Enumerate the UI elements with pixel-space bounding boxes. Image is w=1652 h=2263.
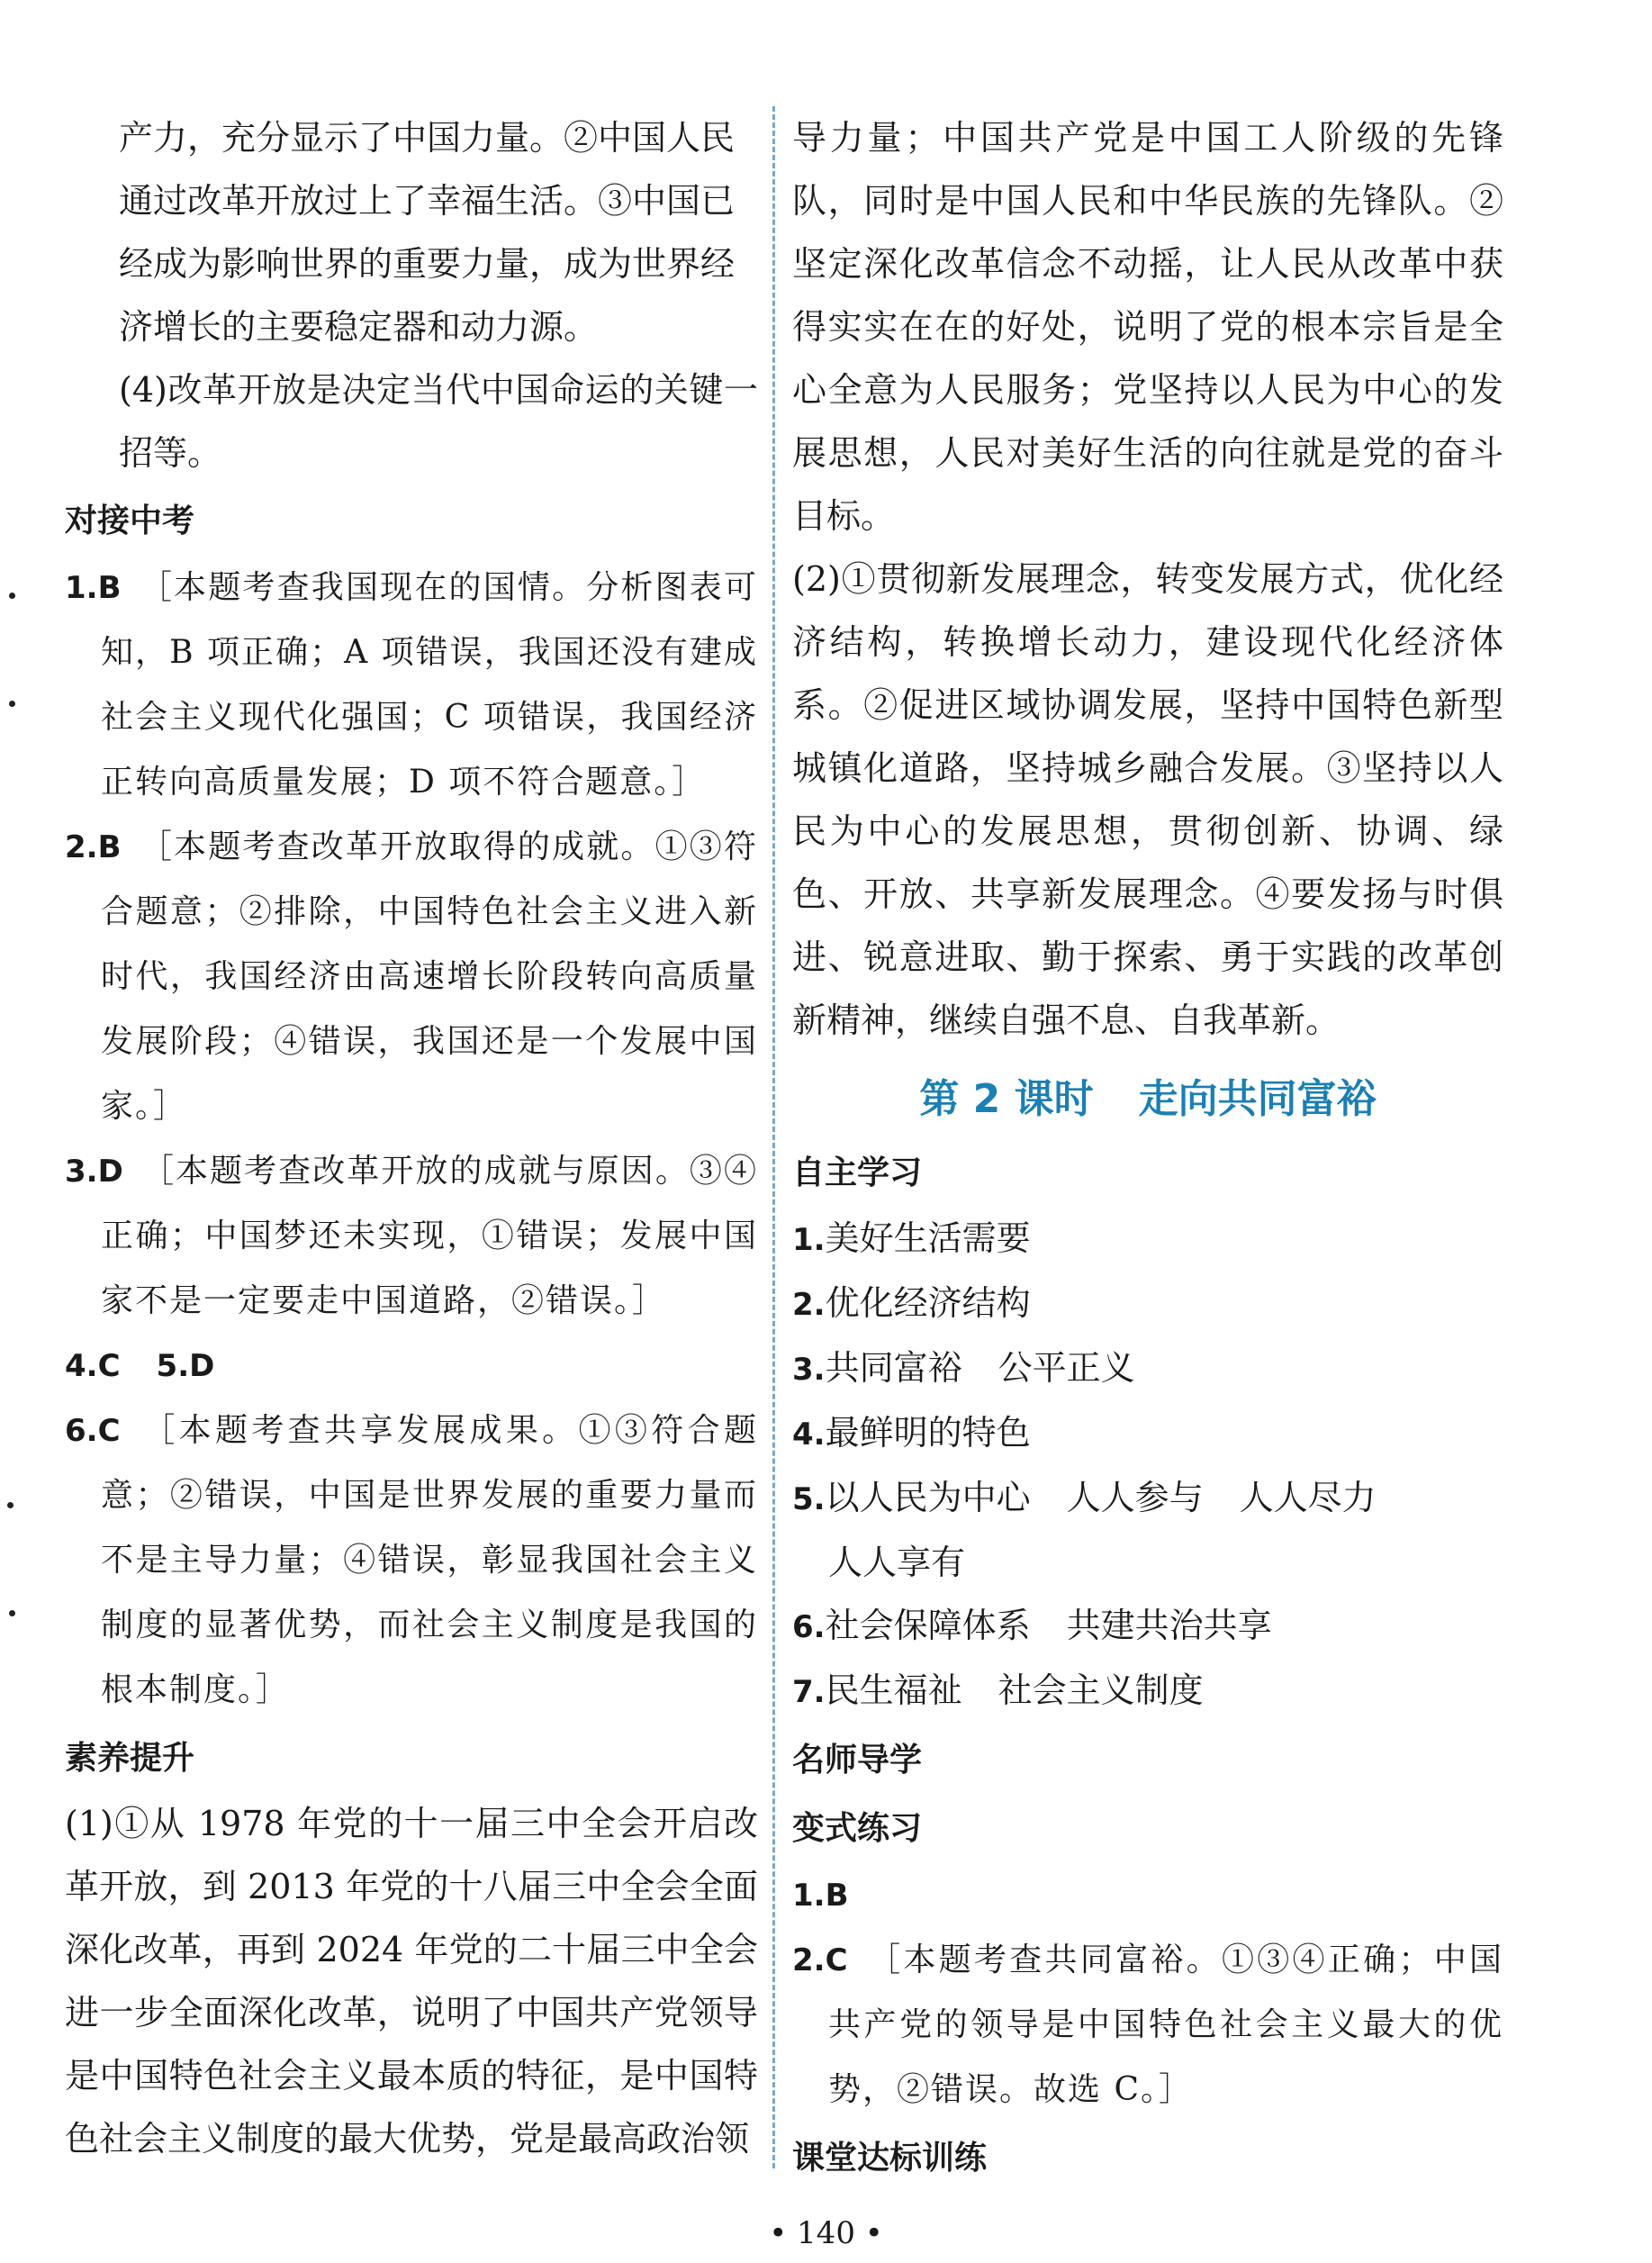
item-number: 4. [65,1348,98,1384]
zizhu-item-3 [792,1336,1503,1401]
lesson-name: 走向共同富裕 [1138,1076,1377,1122]
item-answer: 民生福祉 [825,1670,962,1710]
item-number: 1. [65,570,98,606]
item-number: 5. [792,1481,826,1517]
intro-line: 经成为影响世界的重要力量，成为世界经 [119,244,736,284]
item-answer: 共建共治共享 [1066,1606,1272,1645]
item-answer: 美好生活需要 [825,1218,1031,1258]
item-explanation: ［本题考查改革开放的成就与原因。③④正确；中国梦还未实现，①错误；发展中国家不是一定要走中国道路，②错误。］ [101,1153,758,1319]
item-answer: 人人尽力 [1239,1478,1377,1517]
section-heading-zizhu: 自主学习 [792,1154,923,1191]
margin-dot [9,593,15,599]
bianshi-item-1 [792,1862,1503,1927]
zizhu-item-1 [792,1207,1503,1272]
section-heading-suyang: 素养提升 [65,1740,195,1777]
section-heading-ketang: 课堂达标训练 [792,2140,988,2177]
item-number: 2. [792,1942,826,1978]
margin-dot [9,701,15,707]
item-answer: D [189,1348,215,1384]
left-column [65,106,758,2177]
item-number: 3. [792,1352,826,1388]
suyang-paragraph-1-continued: 导力量；中国共产党是中国工人阶级的先锋队，同时是中国人民和中华民族的先锋队。②坚定深化改革信念不动摇，让人民从改革中获得实实在在的好处，说明了党的根本宗旨是全心全意为人民服务；党坚持以人民为中心的发展思想，人民对美好生活的向往就是党的奋斗目标。 [792,118,1503,536]
item-number: 2. [65,829,98,865]
item-number: 4. [792,1417,826,1453]
zizhu-item-5 [792,1466,1503,1594]
section-heading-duijie: 对接中考 [65,502,195,539]
answer-item-6 [65,1398,758,1722]
item-answer: 社会主义制度 [998,1670,1204,1710]
lesson-label: 第 2 课时 [919,1076,1094,1122]
item-answer: 以人民为中心 [825,1478,1031,1517]
intro-line: 济增长的主要稳定器和动力源。 [119,307,599,347]
item-number: 7. [792,1674,826,1710]
item-number: 6. [65,1413,98,1449]
bianshi-item-2 [792,1927,1503,2122]
column-divider [772,106,775,2168]
item-answer: 人人参与 [1066,1478,1204,1517]
item-explanation: ［本题考查共同富裕。①③④正确；中国共产党的领导是中国特色社会主义最大的优势，②错误。故选 C。］ [828,1942,1503,2108]
item-number: 3. [65,1154,98,1190]
zizhu-item-4 [792,1401,1503,1466]
zizhu-item-7 [792,1659,1503,1724]
intro-line: 通过改革开放过上了幸福生活。③中国已 [119,181,736,221]
item-explanation: ［本题考查我国现在的国情。分析图表可知，B 项正确；A 项错误，我国还没有建成社会主义现代化强国；C 项错误，我国经济正转向高质量发展；D 项不符合题意。］ [101,569,758,801]
item-answer: 最鲜明的特色 [825,1413,1031,1453]
suyang-paragraph-2: (2)①贯彻新发展理念，转变发展方式，优化经济结构，转换增长动力，建设现代化经济体系。②促进区域协调发展，坚持中国特色新型城镇化道路，坚持城乡融合发展。③坚持以人民为中心的发展思想，贯彻创新、协调、绿色、开放、共享新发展理念。④要发扬与时俱进、锐意进取、勤于探索、勇于实践的改革创新精神，继续自强不息、自我革新。 [792,559,1503,1040]
item-number: 1. [792,1878,826,1914]
item-answer: C [97,1413,121,1449]
section-heading-bianshi: 变式练习 [792,1810,923,1847]
intro-paragraph-4: (4)改革开放是决定当代中国命运的关键一招等。 [119,370,758,473]
section-heading-mingshi: 名师导学 [792,1742,923,1779]
page-number: • 140 • [769,2215,883,2251]
answer-item-2 [65,814,758,1138]
intro-line: 产力，充分显示了中国力量。②中国人民 [119,118,736,158]
item-answer: 共同富裕 [825,1348,962,1388]
zizhu-item-6 [792,1594,1503,1659]
item-answer: 公平正义 [998,1348,1135,1388]
item-number: 1. [792,1222,826,1258]
item-answer: 人人享有 [828,1543,966,1582]
lesson-title [792,1066,1503,1133]
suyang-paragraph-1: (1)①从 1978 年党的十一届三中全会开启改革开放，到 2013 年党的十八届三中全会全面深化改革，再到 2024 年党的二十届三中全会进一步全面深化改革，说明了中国共产党领导是中国特色社会主义最本质的特征，是中国特色社会主义制度的最大优势，党是最高政治领 [65,1804,758,2159]
item-answer: D [97,1154,123,1190]
zizhu-item-2 [792,1272,1503,1336]
item-answer: 优化经济结构 [825,1283,1031,1323]
item-answer: B [97,570,122,606]
item-explanation: ［本题考查共享发展成果。①③符合题意；②错误，中国是世界发展的重要力量而不是主导力量；④错误，彰显我国社会主义制度的显著优势，而社会主义制度是我国的根本制度。］ [101,1412,758,1708]
margin-dot [9,1610,15,1616]
item-answer: C [97,1348,121,1384]
item-number: 2. [792,1287,826,1323]
item-explanation: ［本题考查改革开放取得的成就。①③符合题意；②排除，中国特色社会主义进入新时代，我国经济由高速增长阶段转向高质量发展阶段；④错误，我国还是一个发展中国家。］ [101,828,758,1125]
item-answer: 社会保障体系 [825,1606,1031,1645]
item-answer: B [825,1878,849,1914]
answer-item-4-5 [65,1333,758,1398]
item-number: 5. [156,1348,190,1384]
item-answer: B [97,829,122,865]
right-column [792,106,1503,2177]
item-answer: C [825,1942,848,1978]
answer-item-1 [65,555,758,814]
answer-item-3 [65,1138,758,1333]
margin-dot [7,1502,14,1508]
item-number: 6. [792,1609,826,1645]
